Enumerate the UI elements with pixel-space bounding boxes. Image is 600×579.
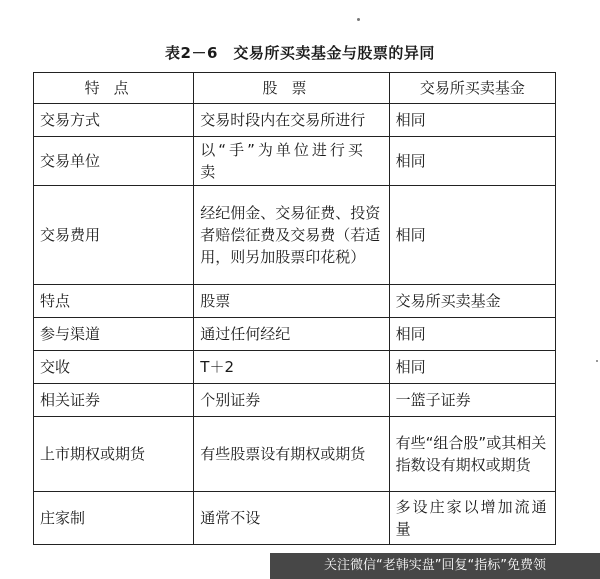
header-stock: 股票 [194,73,389,104]
table-row [34,104,556,137]
cell-feature: 交收 [34,351,194,384]
table-row [34,137,556,186]
cell-feature: 相关证券 [34,384,194,417]
cell-etf: 交易所买卖基金 [389,285,555,318]
table-row [34,285,556,318]
margin-scan-mark [583,110,599,132]
cell-stock: T＋2 [194,351,389,384]
cell-feature: 特点 [34,285,194,318]
table-header-row [34,73,556,104]
table-row [34,318,556,351]
cell-stock: 通过任何经纪 [194,318,389,351]
cell-stock: 个别证券 [194,384,389,417]
cell-stock: 有些股票设有期权或期货 [194,417,389,492]
cell-feature: 参与渠道 [34,318,194,351]
comparison-table [33,72,556,545]
cell-etf: 相同 [389,186,555,285]
cell-etf: 相同 [389,318,555,351]
cell-stock: 交易时段内在交易所进行 [194,104,389,137]
table-row [34,186,556,285]
table-caption: 表2－6 交易所买卖基金与股票的异同 [165,44,435,62]
table-row [34,417,556,492]
cell-stock: 股票 [194,285,389,318]
header-etf: 交易所买卖基金 [389,73,555,104]
cell-feature: 交易方式 [34,104,194,137]
cell-feature: 交易费用 [34,186,194,285]
cell-etf: 相同 [389,137,555,186]
scan-speck [596,360,598,362]
cell-etf: 相同 [389,104,555,137]
cell-stock: 以“手”为单位进行买卖 [194,137,389,186]
cell-etf: 有些“组合股”或其相关指数设有期权或期货 [389,417,555,492]
scan-speck [357,18,360,21]
cell-feature: 交易单位 [34,137,194,186]
table-row [34,492,556,545]
watermark-banner: 关注微信“老韩实盘”回复“指标”免费领 [270,553,600,579]
cell-stock: 通常不设 [194,492,389,545]
cell-etf: 多设庄家以增加流通量 [389,492,555,545]
cell-stock: 经纪佣金、交易征费、投资者赔偿征费及交易费（若适用，则另加股票印花税） [194,186,389,285]
cell-feature: 上市期权或期货 [34,417,194,492]
header-feature: 特点 [34,73,194,104]
table-row [34,384,556,417]
cell-feature: 庄家制 [34,492,194,545]
cell-etf: 一篮子证券 [389,384,555,417]
cell-etf: 相同 [389,351,555,384]
table-row [34,351,556,384]
